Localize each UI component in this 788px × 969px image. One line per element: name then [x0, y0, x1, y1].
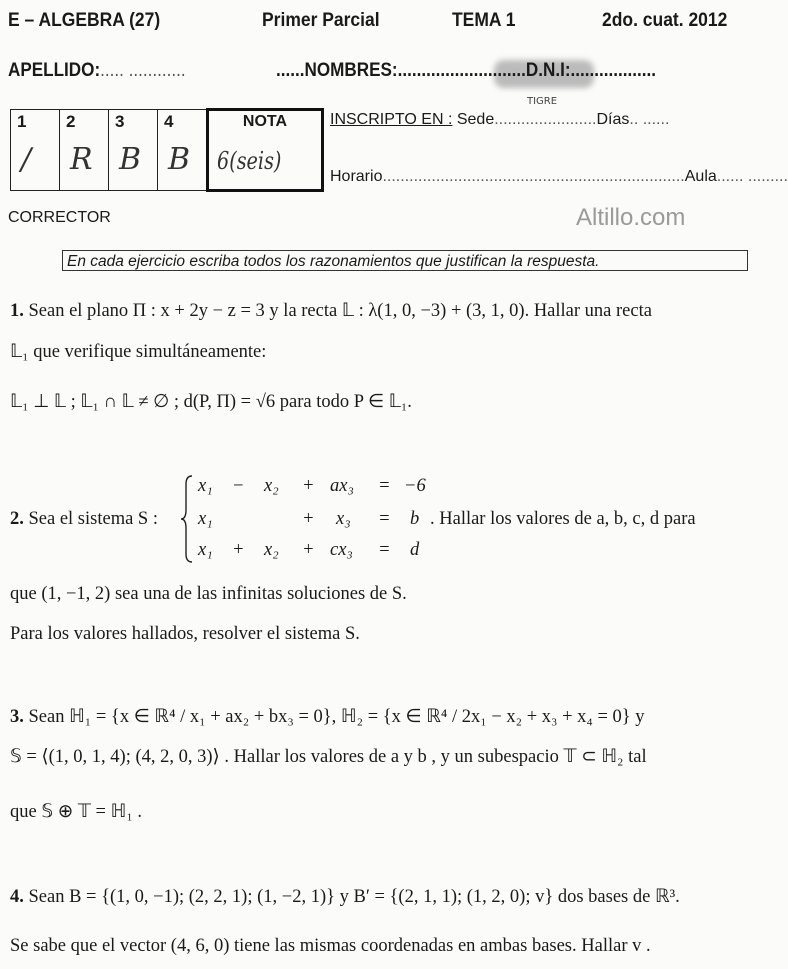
horario-line	[330, 168, 788, 186]
question-number: 1.	[10, 301, 24, 321]
grade-number: 3	[115, 112, 125, 131]
grade-cell-4	[158, 110, 208, 191]
term: x₁	[198, 540, 213, 560]
question-2-line-1	[10, 509, 158, 530]
question-number: 2.	[10, 509, 24, 529]
inscripto-label: INSCRIPTO EN :	[330, 111, 453, 128]
op: =	[378, 509, 391, 529]
question-1-line-1	[10, 300, 652, 322]
question-2-after-system: . Hallar los valores de a, b, c, d para	[430, 509, 696, 529]
apellido-dots: ..... ............	[100, 60, 186, 81]
grade-cell-2	[60, 110, 109, 191]
aula-label: Aula	[684, 168, 717, 185]
grade-number: 4	[164, 112, 174, 131]
system-brace	[180, 474, 194, 564]
sede-dots: .......................	[494, 111, 597, 128]
corrector-label: CORRECTOR	[8, 209, 111, 226]
question-text: Sean B = {(1, 0, −1); (2, 2, 1); (1, −2, 1)} y B′ = {(2, 1, 1); (1, 2, 0); v} dos bases de ℝ³.	[28, 887, 680, 907]
term: −6	[404, 476, 426, 496]
exam-tema: TEMA 1	[452, 10, 516, 31]
question-2-line-2: que (1, −1, 2) sea una de las infinitas soluciones de S.	[10, 584, 407, 604]
term: b	[410, 509, 420, 529]
grade-cell-3	[109, 110, 158, 191]
op: +	[302, 476, 315, 496]
op: =	[378, 540, 391, 560]
question-text: Sea el sistema S :	[28, 509, 158, 529]
term: x₂	[264, 540, 279, 560]
term: x₁	[198, 509, 213, 529]
instruction-box: En cada ejercicio escriba todos los razonamientos que justifican la respuesta.	[62, 250, 748, 271]
nota-value: 6(seis)	[217, 147, 282, 175]
grade-mark: R	[70, 142, 93, 177]
nota-label: NOTA	[242, 113, 288, 130]
inscripto-line	[330, 111, 669, 129]
watermark-logo: Altillo.com	[576, 204, 686, 231]
nota-cell	[208, 110, 323, 191]
term: x₁	[198, 476, 213, 496]
question-2-line-3: Para los valores hallados, resolver el sistema S.	[10, 624, 360, 644]
grade-mark: B	[168, 142, 191, 177]
grade-number: 1	[17, 112, 27, 131]
apellido-label: APELLIDO:	[8, 60, 101, 81]
op: −	[232, 476, 245, 496]
question-4-line-1	[10, 886, 680, 908]
horario-dots: ....................................................................	[382, 168, 685, 185]
horario-label: Horario	[330, 168, 383, 185]
question-text: Sean ℍ₁ = {x ∈ ℝ⁴ / x₁ + ax₂ + bx₃ = 0}, ℍ₂ = {x ∈ ℝ⁴ / 2x₁ − x₂ + x₃ + x₄ = 0} y	[28, 707, 645, 727]
question-3-line-3: que 𝕊 ⊕ 𝕋 = ℍ₁ .	[10, 802, 143, 822]
op: +	[302, 540, 315, 560]
question-1-line-2: 𝕃₁ que verifique simultáneamente:	[10, 342, 267, 362]
nombres-field	[276, 60, 656, 82]
question-3-line-1	[10, 706, 645, 728]
nombres-label: ......NOMBRES:	[276, 60, 398, 81]
exam-name: Primer Parcial	[262, 10, 380, 31]
term: x₂	[264, 476, 279, 496]
term: cx₃	[330, 540, 353, 560]
question-4-line-2: Se sabe que el vector (4, 6, 0) tiene las mismas coordenadas en ambas bases. Hallar v .	[10, 936, 651, 956]
dias-dots: .. ......	[629, 111, 670, 128]
aula-dots: ...... .........	[716, 168, 788, 185]
grade-cell-1	[11, 110, 60, 191]
grades-table	[10, 108, 324, 192]
question-number: 3.	[10, 707, 24, 727]
term: x₃	[336, 509, 351, 529]
dni-label: D.N.I:	[525, 60, 571, 81]
nombres-dots: ...........................	[397, 60, 526, 81]
grade-number: 2	[66, 112, 76, 131]
grade-mark: B	[119, 142, 142, 177]
term: ax₃	[330, 476, 354, 496]
exam-term: 2do. cuat. 2012	[602, 10, 728, 31]
dias-label: Días	[596, 111, 630, 128]
question-text: Sean el plano Π : x + 2y − z = 3 y la recta 𝕃 : λ(1, 0, −3) + (3, 1, 0). Hallar una recta	[28, 301, 652, 321]
sede-value: TIGRE	[527, 96, 558, 107]
op: +	[302, 509, 315, 529]
term: d	[410, 540, 420, 560]
op: =	[378, 476, 391, 496]
question-number: 4.	[10, 887, 24, 907]
dni-dots: ..................	[570, 60, 657, 81]
question-3-line-2: 𝕊 = ⟨(1, 0, 1, 4); (4, 2, 0, 3)⟩ . Hallar los valores de a y b , y un subespacio 𝕋 ⊂ ℍ₂ tal	[10, 747, 647, 767]
sede-label: Sede	[456, 111, 495, 128]
apellido-field	[8, 60, 186, 82]
grade-mark: /	[21, 142, 32, 177]
course-title: E – ALGEBRA (27)	[8, 10, 161, 31]
op: +	[232, 540, 245, 560]
question-1-line-3: 𝕃₁ ⊥ 𝕃 ; 𝕃₁ ∩ 𝕃 ≠ ∅ ; d(P, Π) = √6 para todo P ∈ 𝕃₁.	[10, 392, 412, 412]
